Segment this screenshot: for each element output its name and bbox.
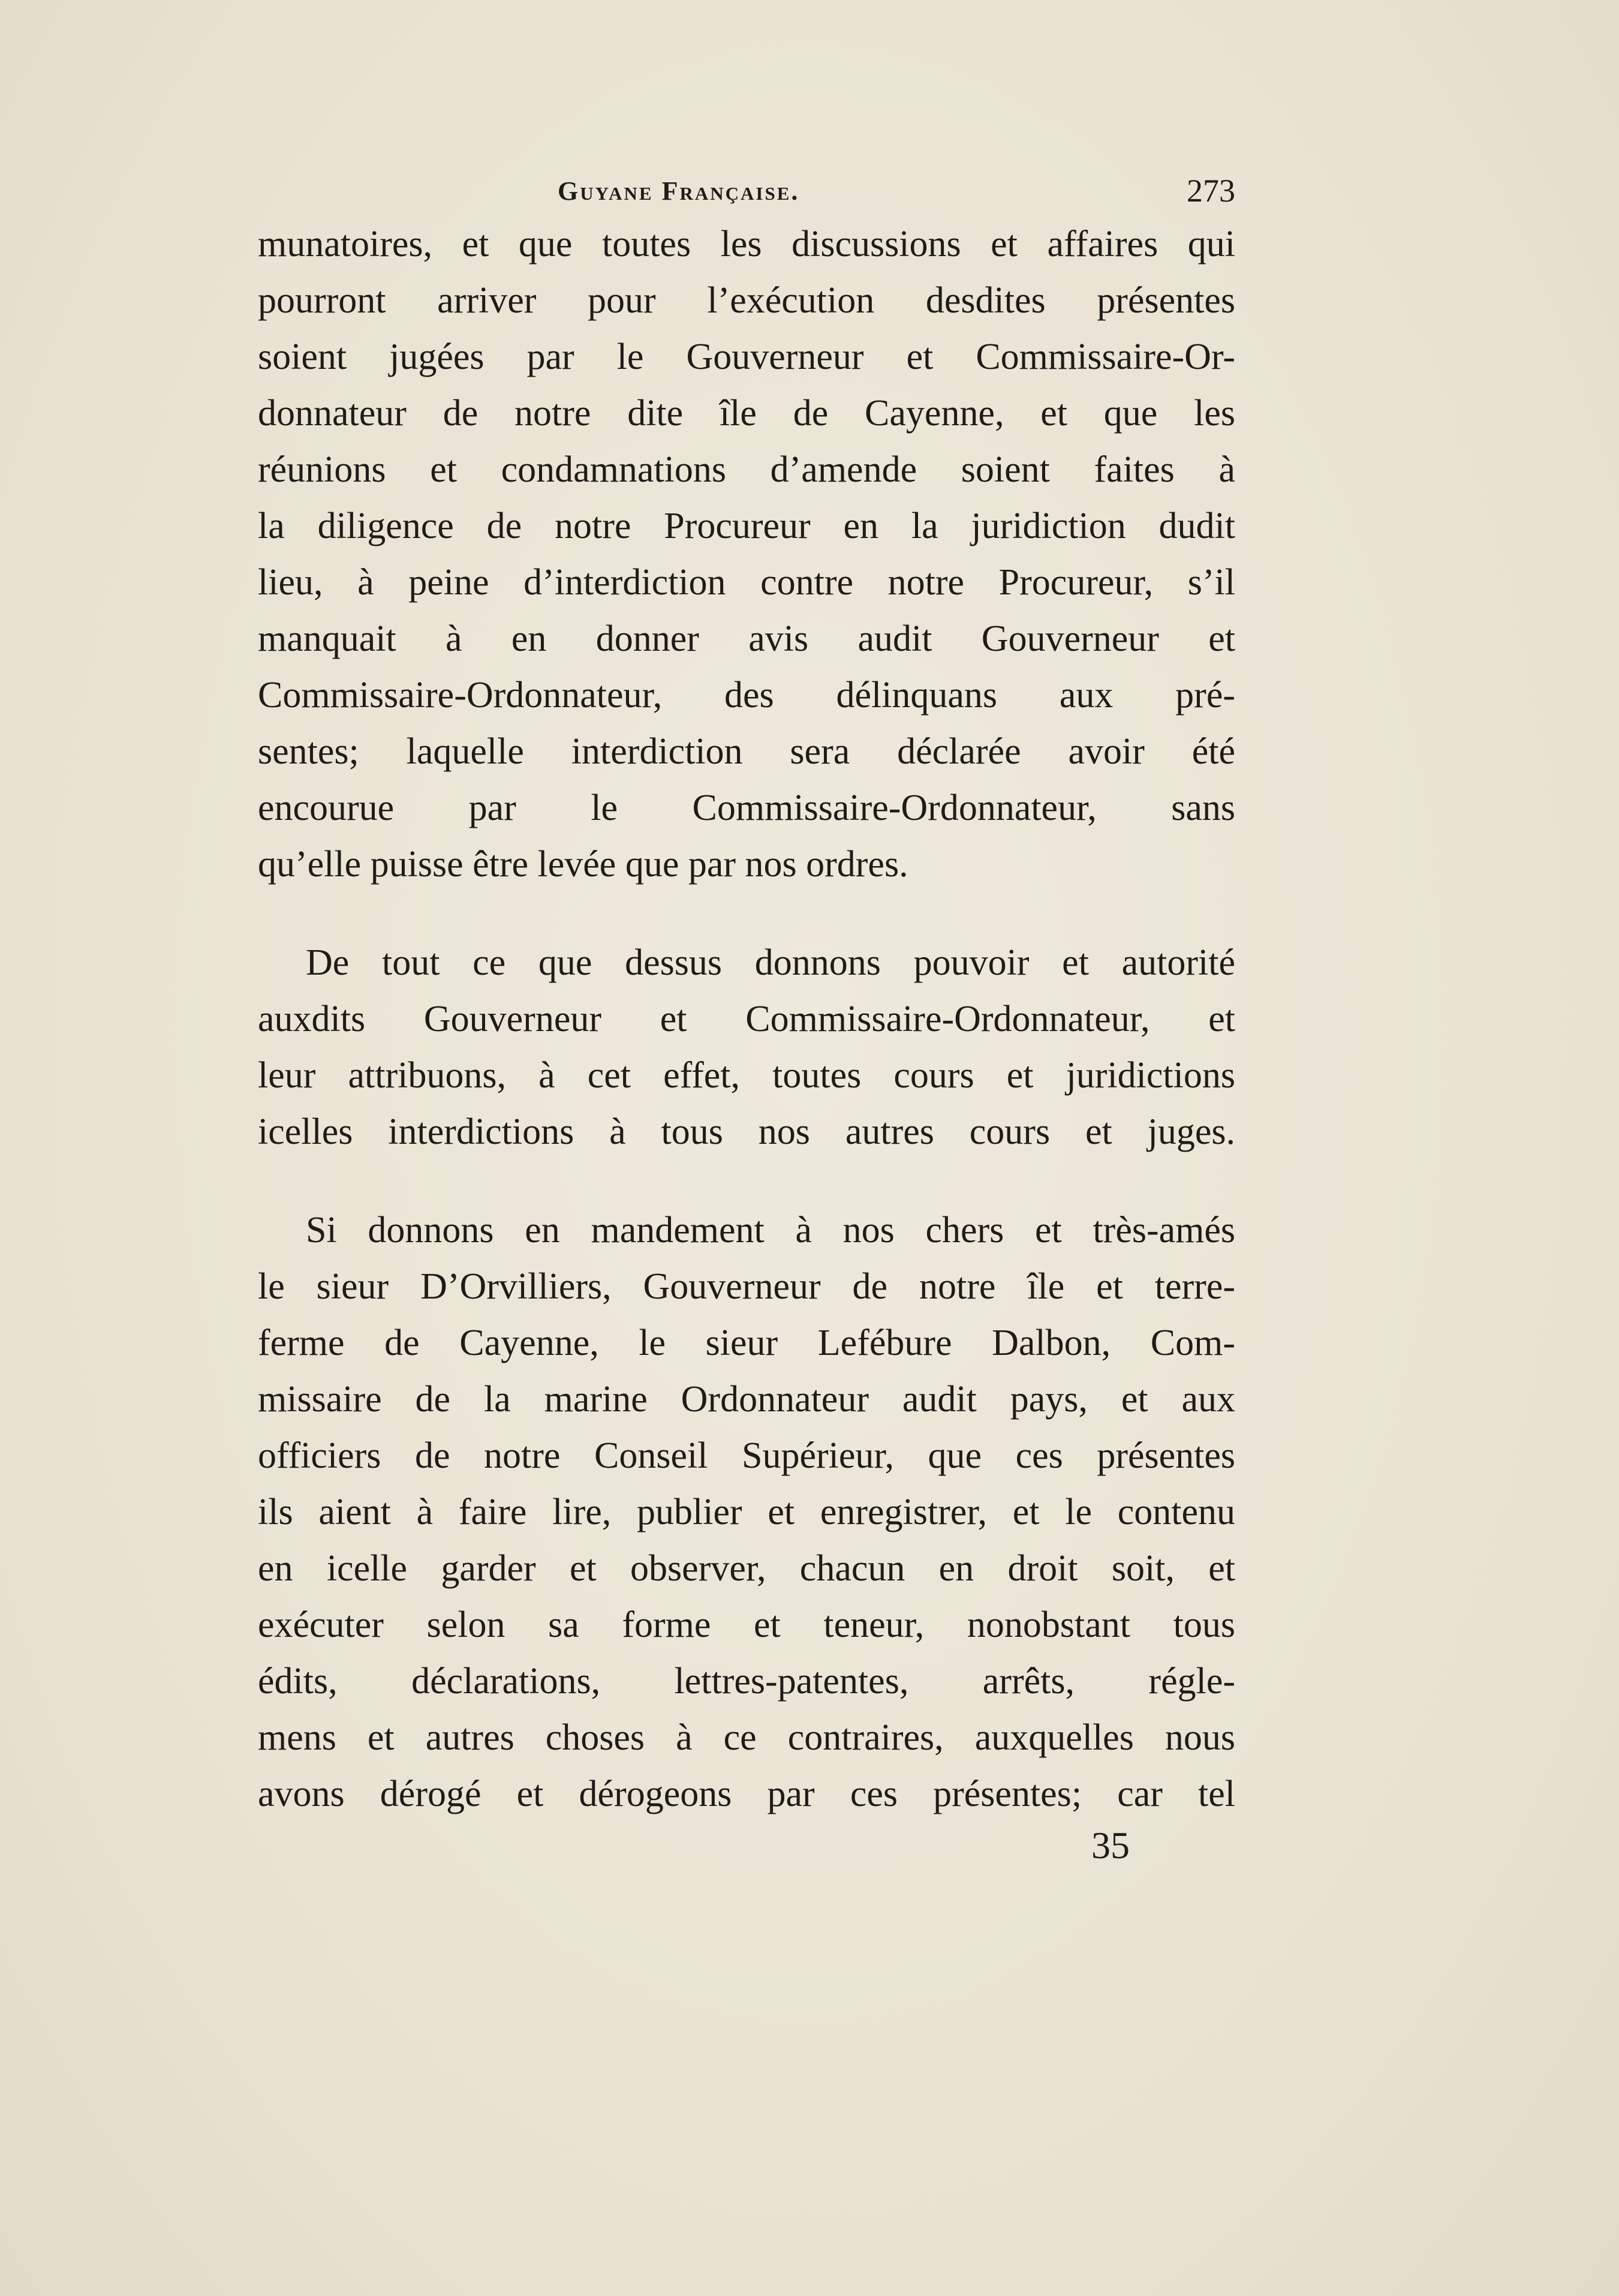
text-line: le sieur D’Orvilliers, Gouverneur de notre île et terre- <box>258 1266 1235 1307</box>
text-line: Commissaire-Ordonnateur, des délinquans aux pré- <box>258 675 1235 716</box>
text-line: missaire de la marine Ordonnateur audit pays, et aux <box>258 1379 1235 1420</box>
page-number: 273 <box>1187 173 1235 209</box>
text-line: exécuter selon sa forme et teneur, nonobstant tous <box>258 1604 1235 1645</box>
text-line: en icelle garder et observer, chacun en droit soit, et <box>258 1548 1235 1589</box>
text-line: pourront arriver pour l’exécution desdites présentes <box>258 280 1235 321</box>
paragraph-gap <box>258 892 1235 934</box>
text-line: qu’elle puisse être levée que par nos ordres. <box>258 844 908 885</box>
text-line: la diligence de notre Procureur en la juridiction dudit <box>258 506 1235 546</box>
text-line: avons dérogé et dérogeons par ces présentes; car tel <box>258 1774 1235 1814</box>
running-title: Guyane Française. <box>558 176 800 206</box>
text-line: sentes; laquelle interdiction sera déclarée avoir été <box>258 731 1235 772</box>
text-line: officiers de notre Conseil Supérieur, que ces présentes <box>258 1435 1235 1476</box>
text-line: ferme de Cayenne, le sieur Lefébure Dalbon, Com- <box>258 1323 1235 1363</box>
text-line: réunions et condamnations d’amende soient faites à <box>258 449 1235 490</box>
text-line: manquait à en donner avis audit Gouverneur et <box>258 618 1235 659</box>
text-line: édits, déclarations, lettres-patentes, arrêts, régle- <box>258 1661 1235 1702</box>
text-line: De tout ce que dessus donnons pouvoir et autorité <box>306 942 1235 983</box>
text-line: soient jugées par le Gouverneur et Commissaire-Or- <box>258 336 1235 377</box>
text-line: leur attribuons, à cet effet, toutes cours et juridictions <box>258 1055 1235 1096</box>
paragraph-gap <box>258 1160 1235 1202</box>
text-line: Si donnons en mandement à nos chers et très-amés <box>306 1210 1235 1251</box>
body-text <box>258 216 1235 1822</box>
text-line: ils aient à faire lire, publier et enregistrer, et le contenu <box>258 1492 1235 1532</box>
text-line: auxdits Gouverneur et Commissaire-Ordonnateur, et <box>258 999 1235 1039</box>
text-line: encourue par le Commissaire-Ordonnateur, sans <box>258 788 1235 828</box>
page-header <box>258 171 1235 213</box>
text-line: mens et autres choses à ce contraires, auxquelles nous <box>258 1717 1235 1758</box>
text-line: munatoires, et que toutes les discussions et affaires qui <box>258 224 1235 265</box>
signature-mark: 35 <box>1091 1824 1130 1867</box>
text-line: icelles interdictions à tous nos autres cours et juges. <box>258 1111 1235 1152</box>
text-line: donnateur de notre dite île de Cayenne, et que les <box>258 393 1235 434</box>
text-line: lieu, à peine d’interdiction contre notre Procureur, s’il <box>258 562 1235 603</box>
